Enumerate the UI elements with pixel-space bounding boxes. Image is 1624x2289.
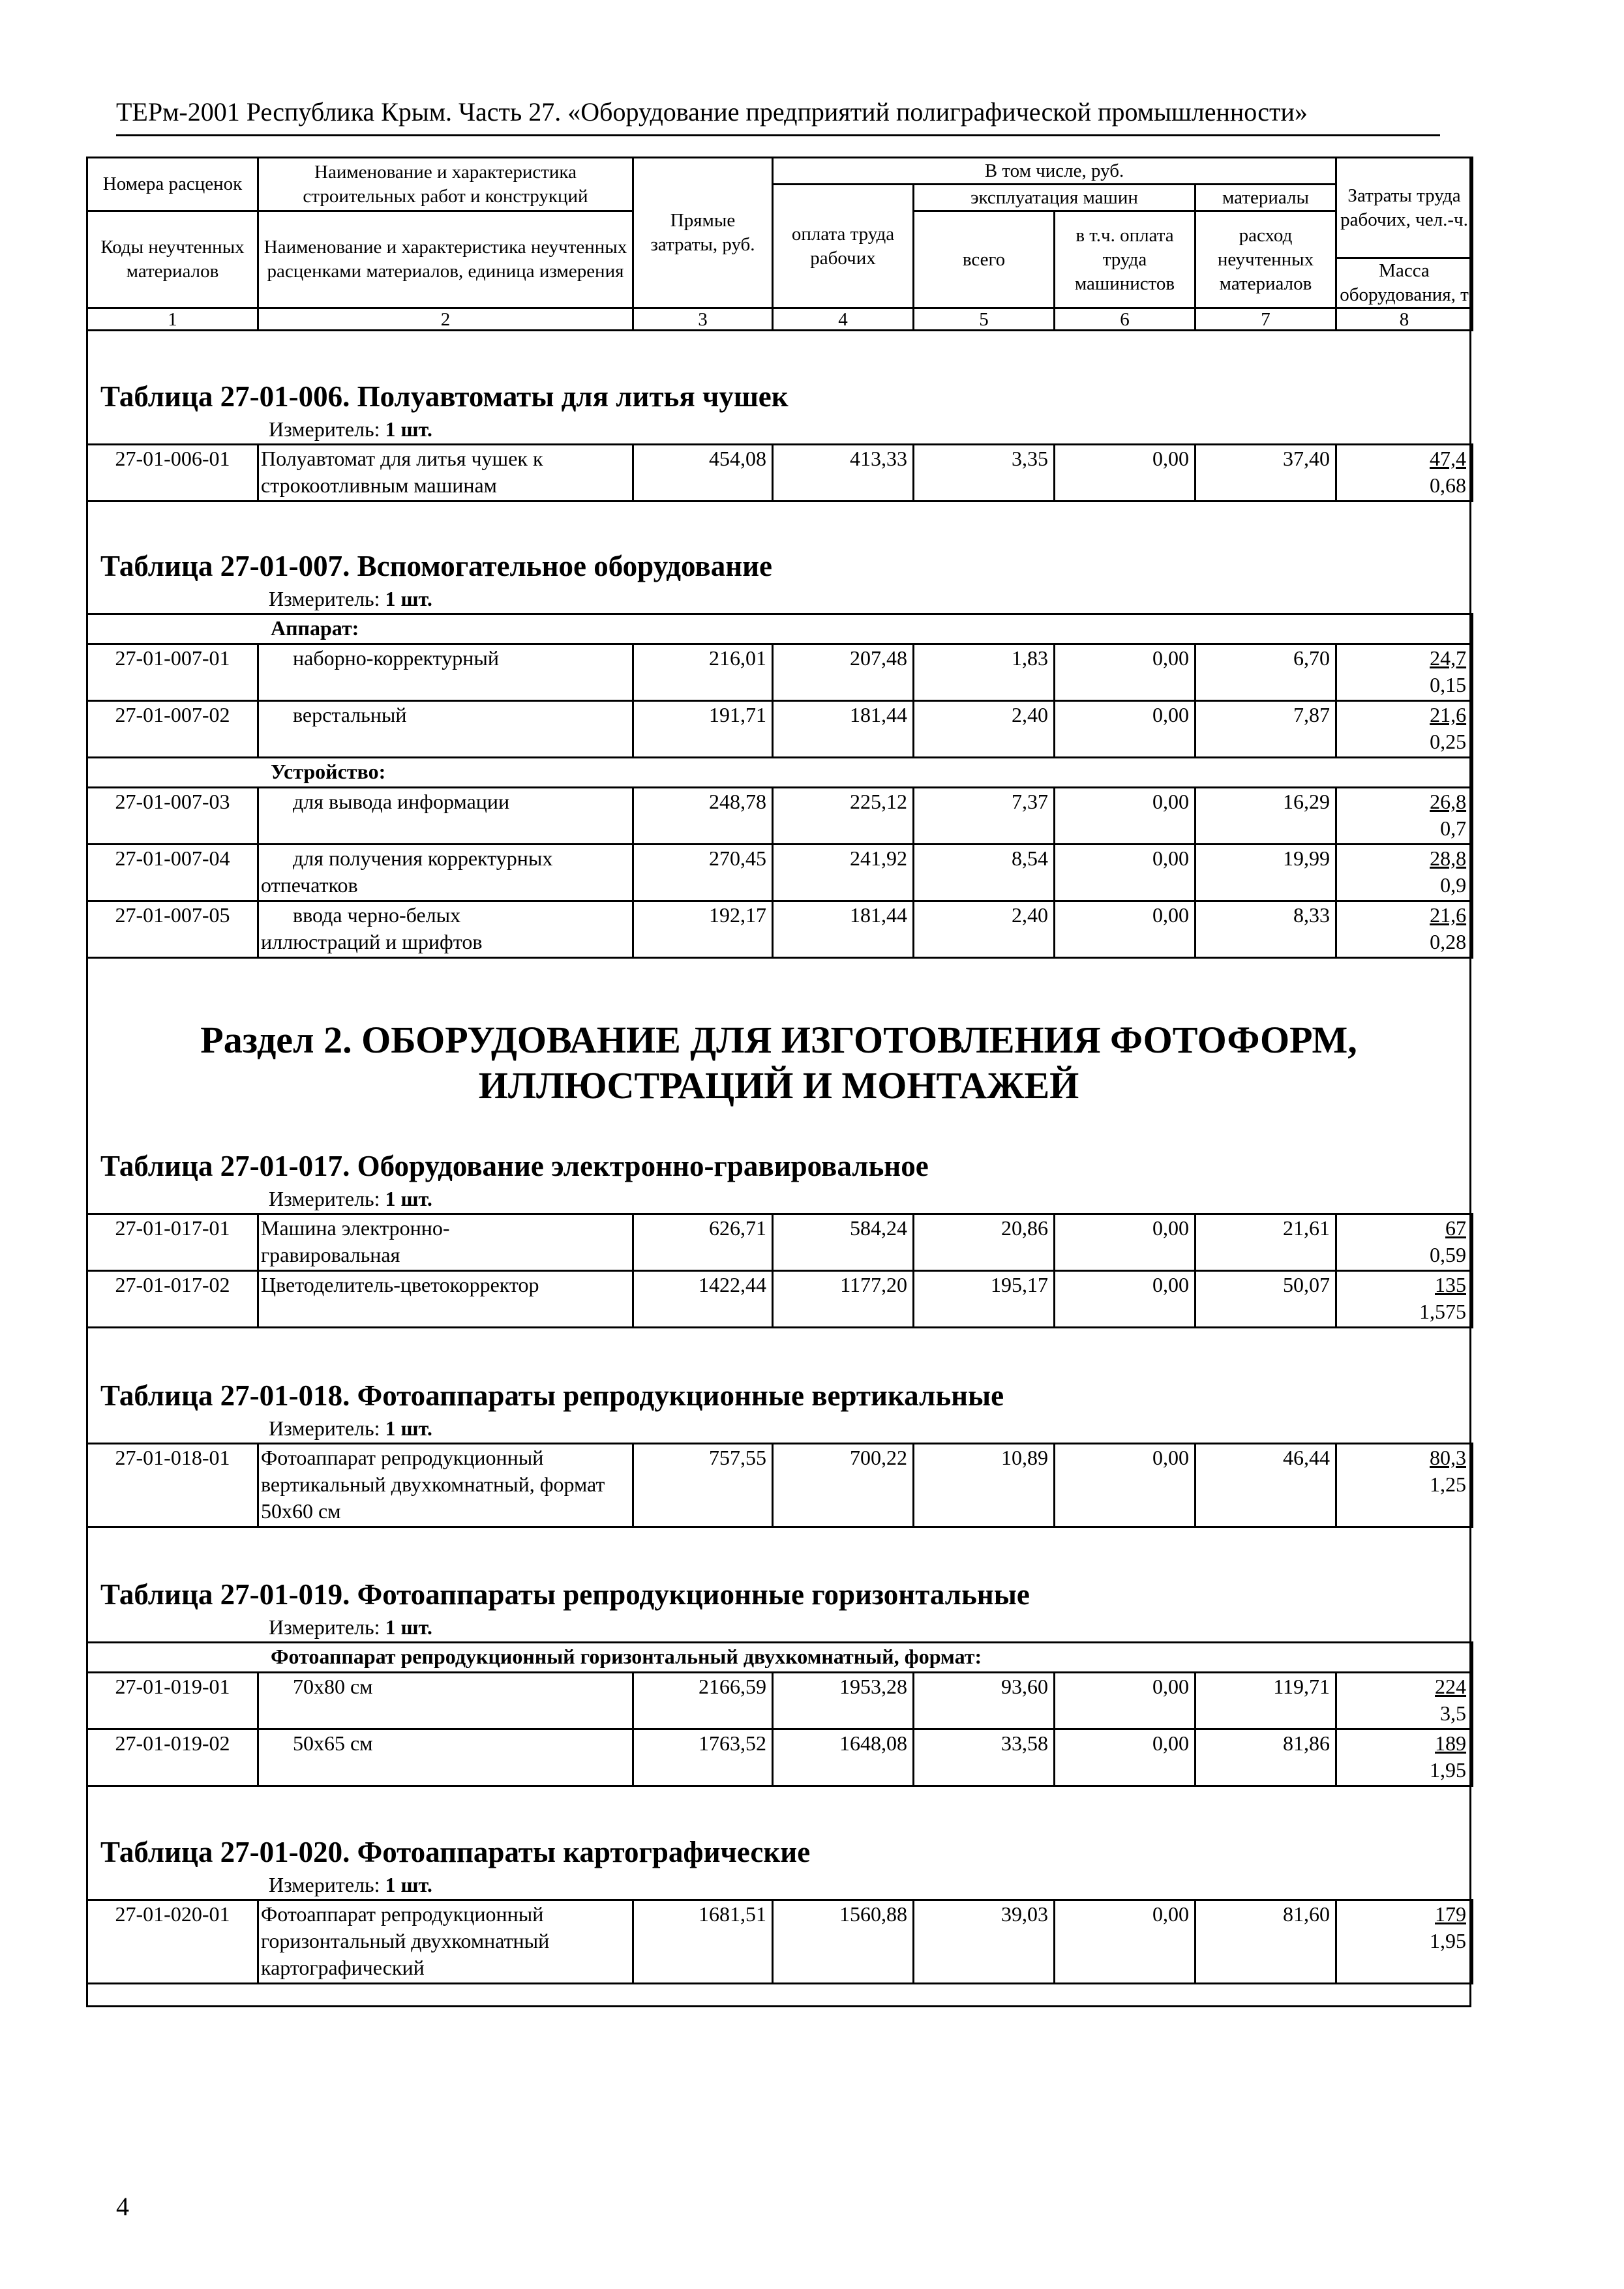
table-cell: для вывода информации: [258, 788, 633, 845]
table-cell: 8,54: [914, 845, 1055, 901]
table-cell: Фотоаппарат репродукционный вертикальный двухкомнатный, формат 50х60 см: [258, 1444, 633, 1527]
table-title: Таблица 27-01-018. Фотоаппараты репродукционные вертикальные: [100, 1379, 1004, 1412]
table-cell: 0,00: [1055, 845, 1195, 901]
table-row: [87, 1729, 1473, 1786]
col-header-work-name: Наименование и характеристика строительных работ и конструкций: [258, 158, 633, 211]
table-title: Таблица 27-01-020. Фотоаппараты картографические: [100, 1836, 811, 1868]
table-cell: 27-01-006-01: [87, 445, 258, 501]
table-cell: 27-01-007-03: [87, 788, 258, 845]
table-cell: 225,12: [773, 788, 914, 845]
table-row: [87, 1900, 1473, 1984]
table-cell: 0,00: [1055, 1214, 1195, 1271]
measure-line: Измеритель: 1 шт.: [269, 1187, 432, 1210]
table-block-007: [86, 548, 1471, 959]
table-cell: 39,03: [914, 1900, 1055, 1984]
table-cell: 46,44: [1195, 1444, 1336, 1527]
page-number: 4: [116, 2192, 129, 2221]
table-row: [87, 701, 1473, 758]
header-rule: [116, 134, 1440, 136]
section-title: Раздел 2. ОБОРУДОВАНИЕ ДЛЯ ИЗГОТОВЛЕНИЯ ФОТОФОРМ, ИЛЛЮСТРАЦИЙ И МОНТАЖЕЙ: [200, 1019, 1357, 1107]
table-cell: 37,40: [1195, 445, 1336, 501]
table-block-020: [86, 1834, 1471, 1984]
table-cell: 81,86: [1195, 1729, 1336, 1786]
table-title: Таблица 27-01-019. Фотоаппараты репродукционные горизонтальные: [100, 1578, 1030, 1611]
table-row: [87, 1214, 1473, 1271]
table-cell: 27-01-017-01: [87, 1214, 258, 1271]
table-cell: 189 1,95: [1336, 1729, 1473, 1786]
col-num-3: 3: [633, 308, 773, 331]
table-cell: 1648,08: [773, 1729, 914, 1786]
table-cell: 626,71: [633, 1214, 773, 1271]
measure-line: Измеритель: 1 шт.: [269, 1416, 432, 1440]
table-cell: 224 3,5: [1336, 1673, 1473, 1729]
table-cell: 1422,44: [633, 1271, 773, 1328]
table-cell: Фотоаппарат репродукционный горизонтальный двухкомнатный, формат:: [87, 1643, 1473, 1673]
table-row: [87, 1444, 1473, 1527]
col-header-rate-numbers: Номера расценок: [87, 158, 258, 211]
table-cell: 27-01-007-01: [87, 644, 258, 701]
table-cell: 216,01: [633, 644, 773, 701]
table-cell: 1560,88: [773, 1900, 914, 1984]
table-row: [87, 788, 1473, 845]
running-header: ТЕРм-2001 Республика Крым. Часть 27. «Оборудование предприятий полиграфической промышленности»: [116, 97, 1308, 127]
table-cell: 191,71: [633, 701, 773, 758]
group-row: [87, 1643, 1473, 1673]
table-cell: 270,45: [633, 845, 773, 901]
table-cell: 6,70: [1195, 644, 1336, 701]
table-cell: 2,40: [914, 901, 1055, 958]
table-cell: 241,92: [773, 845, 914, 901]
rates-table: [86, 1899, 1473, 1984]
table-block-017: [86, 1148, 1471, 1328]
table-cell: 119,71: [1195, 1673, 1336, 1729]
table-row: [87, 644, 1473, 701]
table-cell: 28,8 0,9: [1336, 845, 1473, 901]
table-cell: 3,35: [914, 445, 1055, 501]
group-row: [87, 758, 1473, 788]
col-header-material-codes: Коды неучтенных материалов: [87, 211, 258, 308]
measure-line: Измеритель: 1 шт.: [269, 417, 432, 441]
col-header-labor-costs: Затраты труда рабочих, чел.-ч.: [1336, 158, 1473, 258]
table-cell: 0,00: [1055, 1444, 1195, 1527]
col-header-machines-total: всего: [914, 211, 1055, 308]
table-cell: 135 1,575: [1336, 1271, 1473, 1328]
table-cell: 27-01-007-02: [87, 701, 258, 758]
table-cell: 1953,28: [773, 1673, 914, 1729]
table-cell: 16,29: [1195, 788, 1336, 845]
table-cell: Аппарат:: [87, 614, 1473, 644]
col-header-equipment-mass: Масса оборудования, т: [1336, 258, 1473, 308]
table-cell: 0,00: [1055, 1673, 1195, 1729]
table-cell: Полуавтомат для литья чушек к строкоотливным машинам: [258, 445, 633, 501]
table-cell: 584,24: [773, 1214, 914, 1271]
table-cell: 81,60: [1195, 1900, 1336, 1984]
table-cell: 2,40: [914, 701, 1055, 758]
table-cell: 2166,59: [633, 1673, 773, 1729]
table-cell: 21,6 0,25: [1336, 701, 1473, 758]
measure-line: Измеритель: 1 шт.: [269, 1615, 432, 1639]
table-cell: 207,48: [773, 644, 914, 701]
table-cell: 27-01-007-04: [87, 845, 258, 901]
column-header-table: [86, 157, 1473, 331]
table-cell: 192,17: [633, 901, 773, 958]
col-header-material-usage: расход неучтенных материалов: [1195, 211, 1336, 308]
table-cell: для получения корректурных отпечатков: [258, 845, 633, 901]
table-cell: 47,4 0,68: [1336, 445, 1473, 501]
table-cell: 1,83: [914, 644, 1055, 701]
table-cell: 181,44: [773, 701, 914, 758]
col-num-8: 8: [1336, 308, 1473, 331]
table-cell: 0,00: [1055, 1900, 1195, 1984]
table-row: [87, 845, 1473, 901]
table-cell: наборно-корректурный: [258, 644, 633, 701]
table-cell: 0,00: [1055, 644, 1195, 701]
table-cell: 0,00: [1055, 445, 1195, 501]
table-cell: 1681,51: [633, 1900, 773, 1984]
table-cell: 1177,20: [773, 1271, 914, 1328]
table-cell: 0,00: [1055, 1271, 1195, 1328]
col-header-materials: материалы: [1195, 185, 1336, 211]
table-row: [87, 445, 1473, 501]
col-num-7: 7: [1195, 308, 1336, 331]
table-block-019: [86, 1576, 1471, 1787]
table-cell: 7,87: [1195, 701, 1336, 758]
table-cell: 0,00: [1055, 701, 1195, 758]
table-cell: 0,00: [1055, 1729, 1195, 1786]
rates-table: [86, 1213, 1473, 1328]
table-cell: 21,61: [1195, 1214, 1336, 1271]
table-cell: 195,17: [914, 1271, 1055, 1328]
table-row: [87, 1271, 1473, 1328]
table-cell: 700,22: [773, 1444, 914, 1527]
table-cell: 0,00: [1055, 901, 1195, 958]
table-cell: 93,60: [914, 1673, 1055, 1729]
col-num-1: 1: [87, 308, 258, 331]
table-cell: Фотоаппарат репродукционный горизонтальный двухкомнатный картографический: [258, 1900, 633, 1984]
table-cell: 454,08: [633, 445, 773, 501]
table-cell: 50х65 см: [258, 1729, 633, 1786]
table-title: Таблица 27-01-006. Полуавтоматы для литья чушек: [100, 380, 789, 413]
table-cell: 67 0,59: [1336, 1214, 1473, 1271]
table-title: Таблица 27-01-017. Оборудование электронно-гравировальное: [100, 1150, 929, 1182]
table-block-018: [86, 1377, 1471, 1528]
col-num-6: 6: [1055, 308, 1195, 331]
table-cell: 7,37: [914, 788, 1055, 845]
table-cell: Машина электронно-гравировальная: [258, 1214, 633, 1271]
table-row: [87, 901, 1473, 958]
table-cell: 1763,52: [633, 1729, 773, 1786]
table-cell: 181,44: [773, 901, 914, 958]
table-cell: Цветоделитель-цветокорректор: [258, 1271, 633, 1328]
col-header-including: В том числе, руб.: [773, 158, 1336, 185]
table-cell: 27-01-018-01: [87, 1444, 258, 1527]
table-cell: 21,6 0,28: [1336, 901, 1473, 958]
table-cell: 8,33: [1195, 901, 1336, 958]
rates-table: [86, 443, 1473, 502]
measure-line: Измеритель: 1 шт.: [269, 1873, 432, 1896]
table-cell: 70х80 см: [258, 1673, 633, 1729]
table-cell: Устройство:: [87, 758, 1473, 788]
table-cell: 248,78: [633, 788, 773, 845]
table-cell: 10,89: [914, 1444, 1055, 1527]
col-header-direct-costs: Прямые затраты, руб.: [633, 158, 773, 308]
col-num-4: 4: [773, 308, 914, 331]
table-cell: 413,33: [773, 445, 914, 501]
table-row: [87, 1673, 1473, 1729]
table-cell: 27-01-019-02: [87, 1729, 258, 1786]
col-header-operator-pay: в т.ч. оплата труда машинистов: [1055, 211, 1195, 308]
group-row: [87, 614, 1473, 644]
table-cell: 757,55: [633, 1444, 773, 1527]
col-header-worker-pay: оплата труда рабочих: [773, 185, 914, 308]
table-cell: 27-01-019-01: [87, 1673, 258, 1729]
table-cell: 27-01-017-02: [87, 1271, 258, 1328]
col-header-machines: эксплуатация машин: [914, 185, 1195, 211]
rates-table: [86, 1443, 1473, 1528]
table-title: Таблица 27-01-007. Вспомогательное оборудование: [100, 550, 773, 582]
col-header-material-name: Наименование и характеристика неучтенных расценками материалов, единица измерения: [258, 211, 633, 308]
table-cell: 0,00: [1055, 788, 1195, 845]
table-cell: 26,8 0,7: [1336, 788, 1473, 845]
rates-table: [86, 613, 1473, 959]
table-cell: 80,3 1,25: [1336, 1444, 1473, 1527]
table-cell: 27-01-007-05: [87, 901, 258, 958]
table-cell: 33,58: [914, 1729, 1055, 1786]
col-num-2: 2: [258, 308, 633, 331]
table-cell: 24,7 0,15: [1336, 644, 1473, 701]
table-cell: 20,86: [914, 1214, 1055, 1271]
table-cell: ввода черно-белых иллюстраций и шрифтов: [258, 901, 633, 958]
rates-table: [86, 1641, 1473, 1787]
measure-line: Измеритель: 1 шт.: [269, 587, 432, 610]
table-cell: 50,07: [1195, 1271, 1336, 1328]
table-cell: верстальный: [258, 701, 633, 758]
table-cell: 27-01-020-01: [87, 1900, 258, 1984]
table-cell: 179 1,95: [1336, 1900, 1473, 1984]
table-cell: 19,99: [1195, 845, 1336, 901]
table-block-006: [86, 378, 1471, 502]
col-num-5: 5: [914, 308, 1055, 331]
